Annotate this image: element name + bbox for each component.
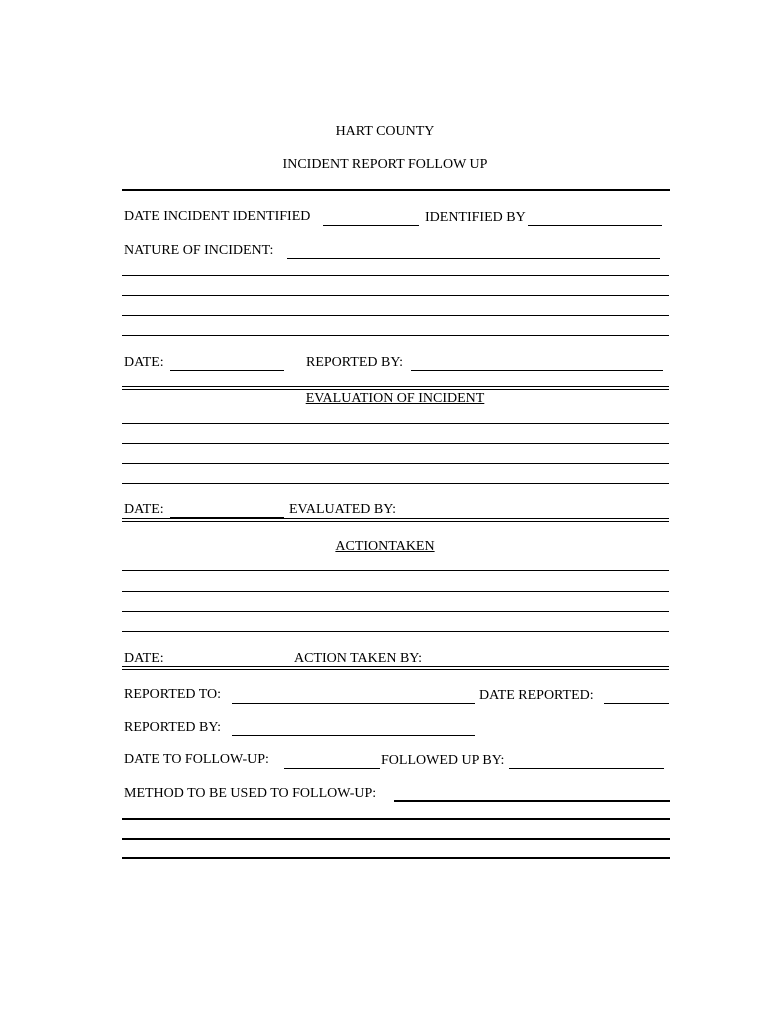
reporting-reported-by-label: REPORTED BY: bbox=[124, 720, 222, 735]
evaluation-line-3[interactable] bbox=[122, 463, 669, 464]
nature-line-1[interactable] bbox=[122, 275, 669, 276]
follow-up-method-label: METHOD TO BE USED TO FOLLOW-UP: bbox=[124, 786, 377, 801]
evaluation-date-label: DATE: bbox=[124, 502, 164, 517]
evaluation-heading: EVALUATION OF INCIDENT bbox=[305, 391, 485, 406]
form-title: INCIDENT REPORT FOLLOW UP bbox=[282, 157, 488, 172]
reported-by-label: REPORTED BY: bbox=[306, 355, 404, 370]
method-line-3[interactable] bbox=[122, 857, 670, 859]
action-line-3[interactable] bbox=[122, 611, 669, 612]
action-taken-by-label: ACTION TAKEN BY: bbox=[294, 651, 422, 666]
date-reported-field[interactable] bbox=[604, 703, 669, 704]
action-date-label: DATE: bbox=[124, 651, 164, 666]
evaluation-line-4[interactable] bbox=[122, 483, 669, 484]
action-heading: ACTIONTAKEN bbox=[335, 539, 435, 554]
county-name: HART COUNTY bbox=[335, 124, 435, 139]
identified-by-field[interactable] bbox=[528, 225, 662, 226]
method-line-2[interactable] bbox=[122, 838, 670, 840]
header-divider bbox=[122, 189, 670, 191]
date-incident-identified-field[interactable] bbox=[323, 225, 419, 226]
date-to-follow-up-label: DATE TO FOLLOW-UP: bbox=[124, 752, 269, 767]
nature-of-incident-field[interactable] bbox=[287, 258, 660, 259]
evaluation-line-1[interactable] bbox=[122, 423, 669, 424]
nature-line-4[interactable] bbox=[122, 335, 669, 336]
followed-up-by-label: FOLLOWED UP BY: bbox=[381, 753, 505, 768]
evaluation-line-2[interactable] bbox=[122, 443, 669, 444]
reporting-reported-by-field[interactable] bbox=[232, 735, 475, 736]
section-divider-2 bbox=[122, 518, 669, 522]
follow-up-method-field[interactable] bbox=[394, 800, 670, 802]
action-line-2[interactable] bbox=[122, 591, 669, 592]
nature-line-2[interactable] bbox=[122, 295, 669, 296]
section-divider-3 bbox=[122, 666, 669, 670]
identification-date-field[interactable] bbox=[170, 370, 284, 371]
reported-by-field[interactable] bbox=[411, 370, 663, 371]
date-reported-label: DATE REPORTED: bbox=[479, 688, 594, 703]
nature-of-incident-label: NATURE OF INCIDENT: bbox=[124, 243, 274, 258]
nature-line-3[interactable] bbox=[122, 315, 669, 316]
reported-to-field[interactable] bbox=[232, 703, 475, 704]
date-to-follow-up-field[interactable] bbox=[284, 768, 380, 769]
action-line-4[interactable] bbox=[122, 631, 669, 632]
date-incident-identified-label: DATE INCIDENT IDENTIFIED bbox=[124, 209, 311, 224]
reported-to-label: REPORTED TO: bbox=[124, 687, 222, 702]
evaluated-by-label: EVALUATED BY: bbox=[289, 502, 396, 517]
identification-date-label: DATE: bbox=[124, 355, 164, 370]
followed-up-by-field[interactable] bbox=[509, 768, 664, 769]
identified-by-label: IDENTIFIED BY bbox=[425, 210, 526, 225]
method-line-1[interactable] bbox=[122, 818, 670, 820]
action-line-1[interactable] bbox=[122, 570, 669, 571]
section-divider-1 bbox=[122, 386, 669, 390]
